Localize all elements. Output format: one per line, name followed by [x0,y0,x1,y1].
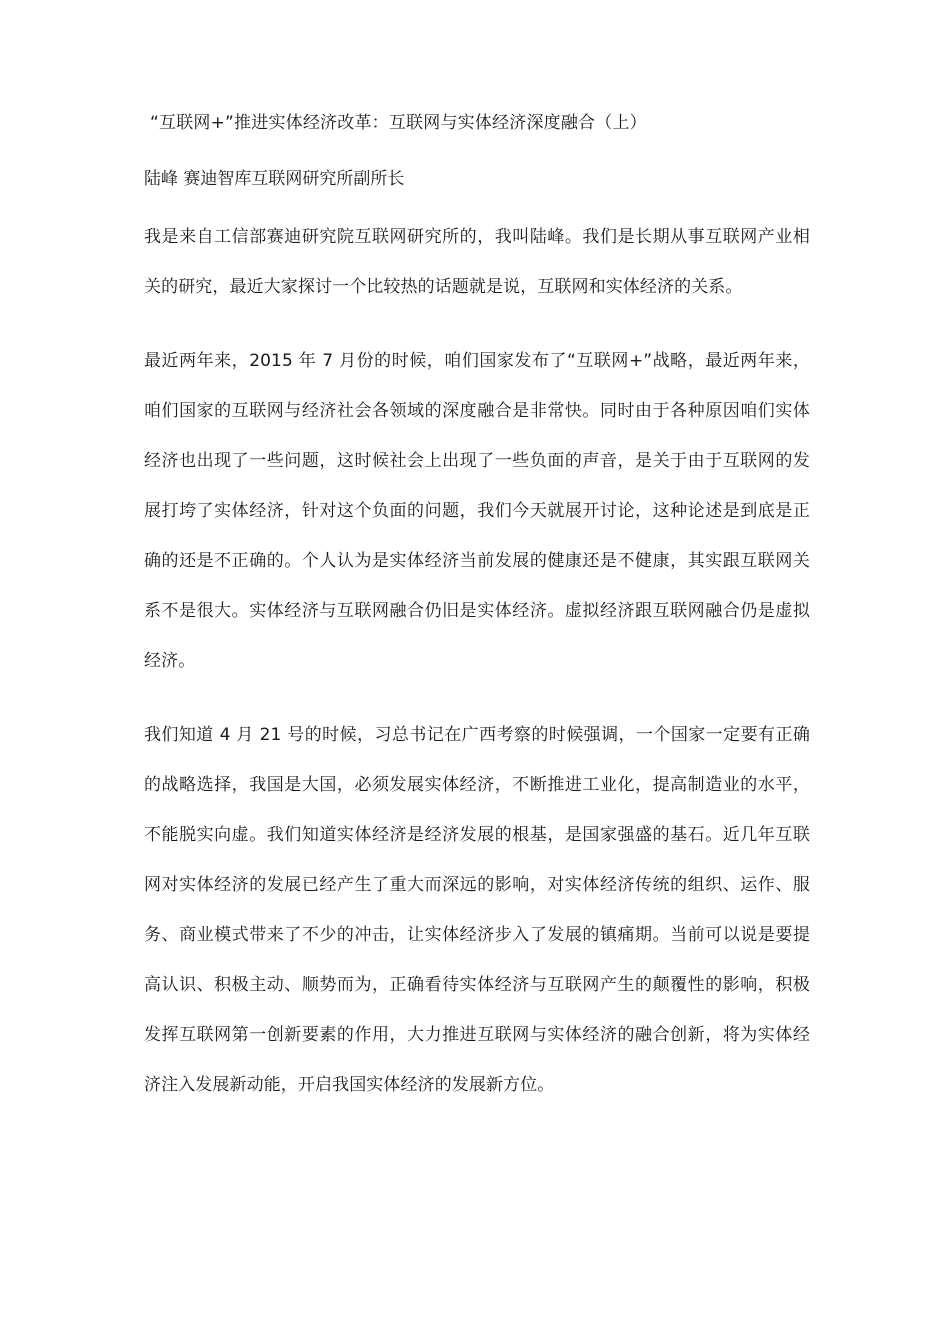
document-body [144,106,810,1110]
author-line: 陆峰 赛迪智库互联网研究所副所长 [144,169,405,189]
paragraph-1: 我是来自工信部赛迪研究院互联网研究所的，我叫陆峰。我们是长期从事互联网产业相关的研究，最近大家探讨一个比较热的话题就是说，互联网和实体经济的关系。 [144,227,810,297]
paragraph-2: 最近两年来，2015 年 7 月份的时候，咱们国家发布了“互联网+”战略，最近两年来，咱们国家的互联网与经济社会各领域的深度融合是非常快。同时由于各种原因咱们实体经济也出现了一些问题，这时候社会上出现了一些负面的声音，是关于由于互联网的发展打垮了实体经济，针对这个负面的问题，我们今天就展开讨论，这种论述是到底是正确的还是不正确的。个人认为是实体经济当前发展的健康还是不健康，其实跟互联网关系不是很大。实体经济与互联网融合仍旧是实体经济。虚拟经济跟互联网融合仍是虚拟经济。 [144,351,810,671]
document-title: “互联网+”推进实体经济改革：互联网与实体经济深度融合（上） [150,113,647,133]
paragraph-3: 我们知道 4 月 21 号的时候，习总书记在广西考察的时候强调，一个国家一定要有正确的战略选择，我国是大国，必须发展实体经济，不断推进工业化，提高制造业的水平，不能脱实向虚。我们知道实体经济是经济发展的根基，是国家强盛的基石。近几年互联网对实体经济的发展已经产生了重大而深远的影响，对实体经济传统的组织、运作、服务、商业模式带来了不少的冲击，让实体经济步入了发展的镇痛期。当前可以说是要提高认识、积极主动、顺势而为，正确看待实体经济与互联网产生的颠覆性的影响，积极发挥互联网第一创新要素的作用，大力推进互联网与实体经济的融合创新，将为实体经济注入发展新动能，开启我国实体经济的发展新方位。 [144,725,810,1095]
